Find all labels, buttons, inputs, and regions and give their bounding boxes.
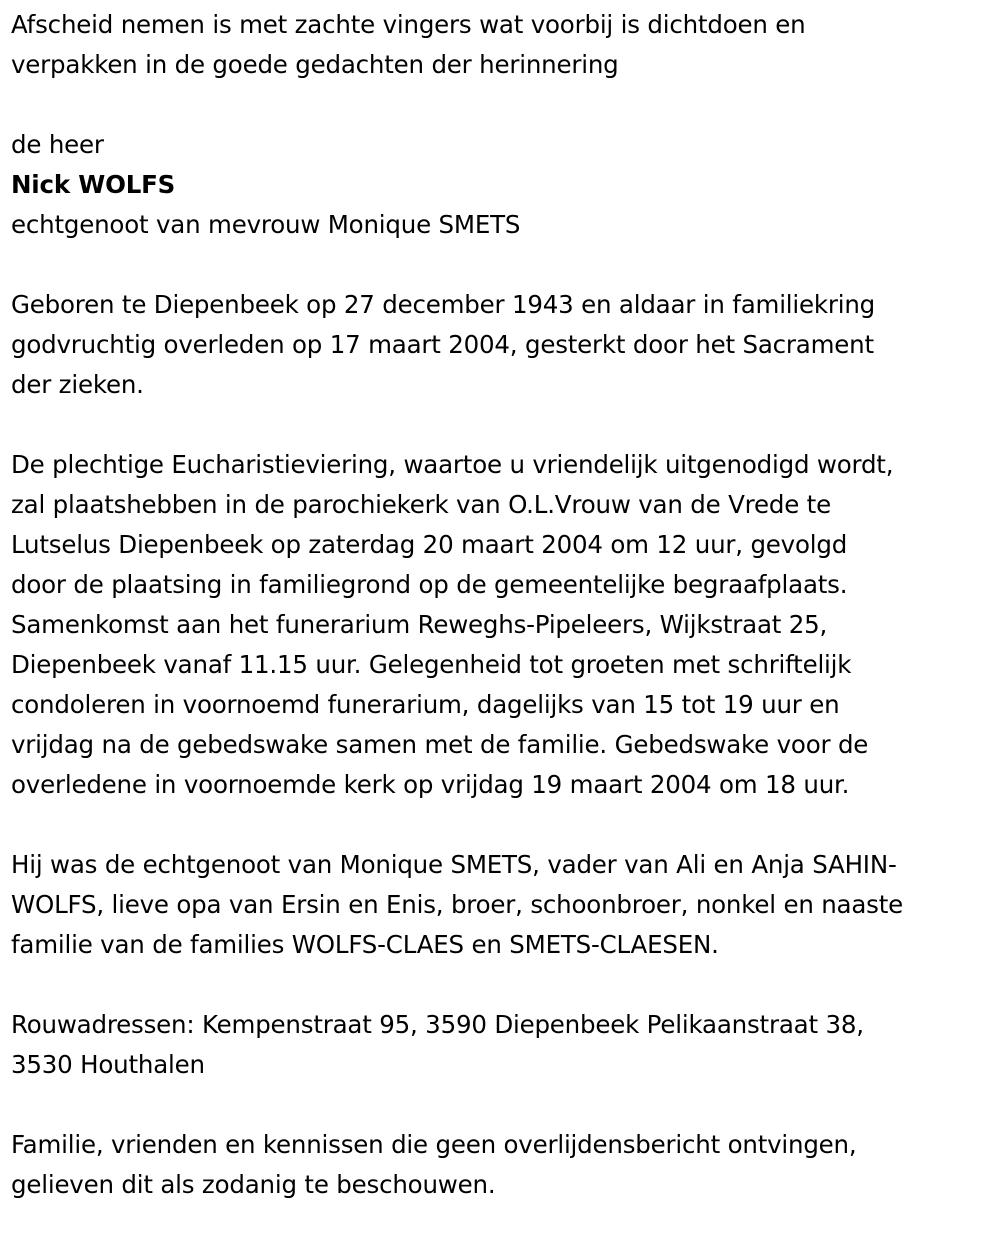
family-line: familie van de families WOLFS-CLAES en SMETS-CLAESEN. [11,930,719,959]
header-block [11,125,996,245]
birth-death-line: der zieken. [11,370,144,399]
paragraph-spacer [11,1085,996,1125]
closing-line: gelieven dit als zodanig te beschouwen. [11,1170,496,1199]
ceremony-paragraph [11,445,996,805]
ceremony-line: door de plaatsing in familiegrond op de gemeentelijke begraafplaats. [11,570,848,599]
paragraph-spacer [11,85,996,125]
paragraph-spacer [11,805,996,845]
ceremony-line: Lutselus Diepenbeek op zaterdag 20 maart 2004 om 12 uur, gevolgd [11,530,848,559]
family-line: WOLFS, lieve opa van Ersin en Enis, broer, schoonbroer, nonkel en naaste [11,890,904,919]
ceremony-line: overledene in voornoemde kerk op vrijdag 19 maart 2004 om 18 uur. [11,770,850,799]
addresses-paragraph [11,1005,996,1085]
family-line: Hij was de echtgenoot van Monique SMETS, vader van Ali en Anja SAHIN- [11,850,897,879]
ceremony-line: Samenkomst aan het funerarium Reweghs-Pipeleers, Wijkstraat 25, [11,610,828,639]
birth-death-line: godvruchtig overleden op 17 maart 2004, gesterkt door het Sacrament [11,330,874,359]
closing-line: Familie, vrienden en kennissen die geen overlijdensbericht ontvingen, [11,1130,857,1159]
paragraph-spacer [11,405,996,445]
ceremony-line: condoleren in voornoemd funerarium, dagelijks van 15 tot 19 uur en [11,690,840,719]
ceremony-line: zal plaatshebben in de parochiekerk van O.L.Vrouw van de Vrede te [11,490,831,519]
address-line: Rouwadressen: Kempenstraat 95, 3590 Diepenbeek Pelikaanstraat 38, [11,1010,864,1039]
ceremony-line: Diepenbeek vanaf 11.15 uur. Gelegenheid tot groeten met schriftelijk [11,650,852,679]
birth-death-line: Geboren te Diepenbeek op 27 december 1943 en aldaar in familiekring [11,290,876,319]
ceremony-line: De plechtige Eucharistieviering, waartoe u vriendelijk uitgenodigd wordt, [11,450,894,479]
honorific: de heer [11,130,104,159]
closing-paragraph [11,1125,996,1205]
paragraph-spacer [11,965,996,1005]
family-paragraph [11,845,996,965]
motto-paragraph [11,5,996,85]
birth-death-paragraph [11,285,996,405]
spouse-line: echtgenoot van mevrouw Monique SMETS [11,210,521,239]
paragraph-spacer [11,245,996,285]
motto-line: Afscheid nemen is met zachte vingers wat voorbij is dichtdoen en [11,10,806,39]
deceased-name: Nick WOLFS [11,170,176,199]
ceremony-line: vrijdag na de gebedswake samen met de familie. Gebedswake voor de [11,730,869,759]
address-line: 3530 Houthalen [11,1050,205,1079]
motto-line: verpakken in de goede gedachten der herinnering [11,50,619,79]
